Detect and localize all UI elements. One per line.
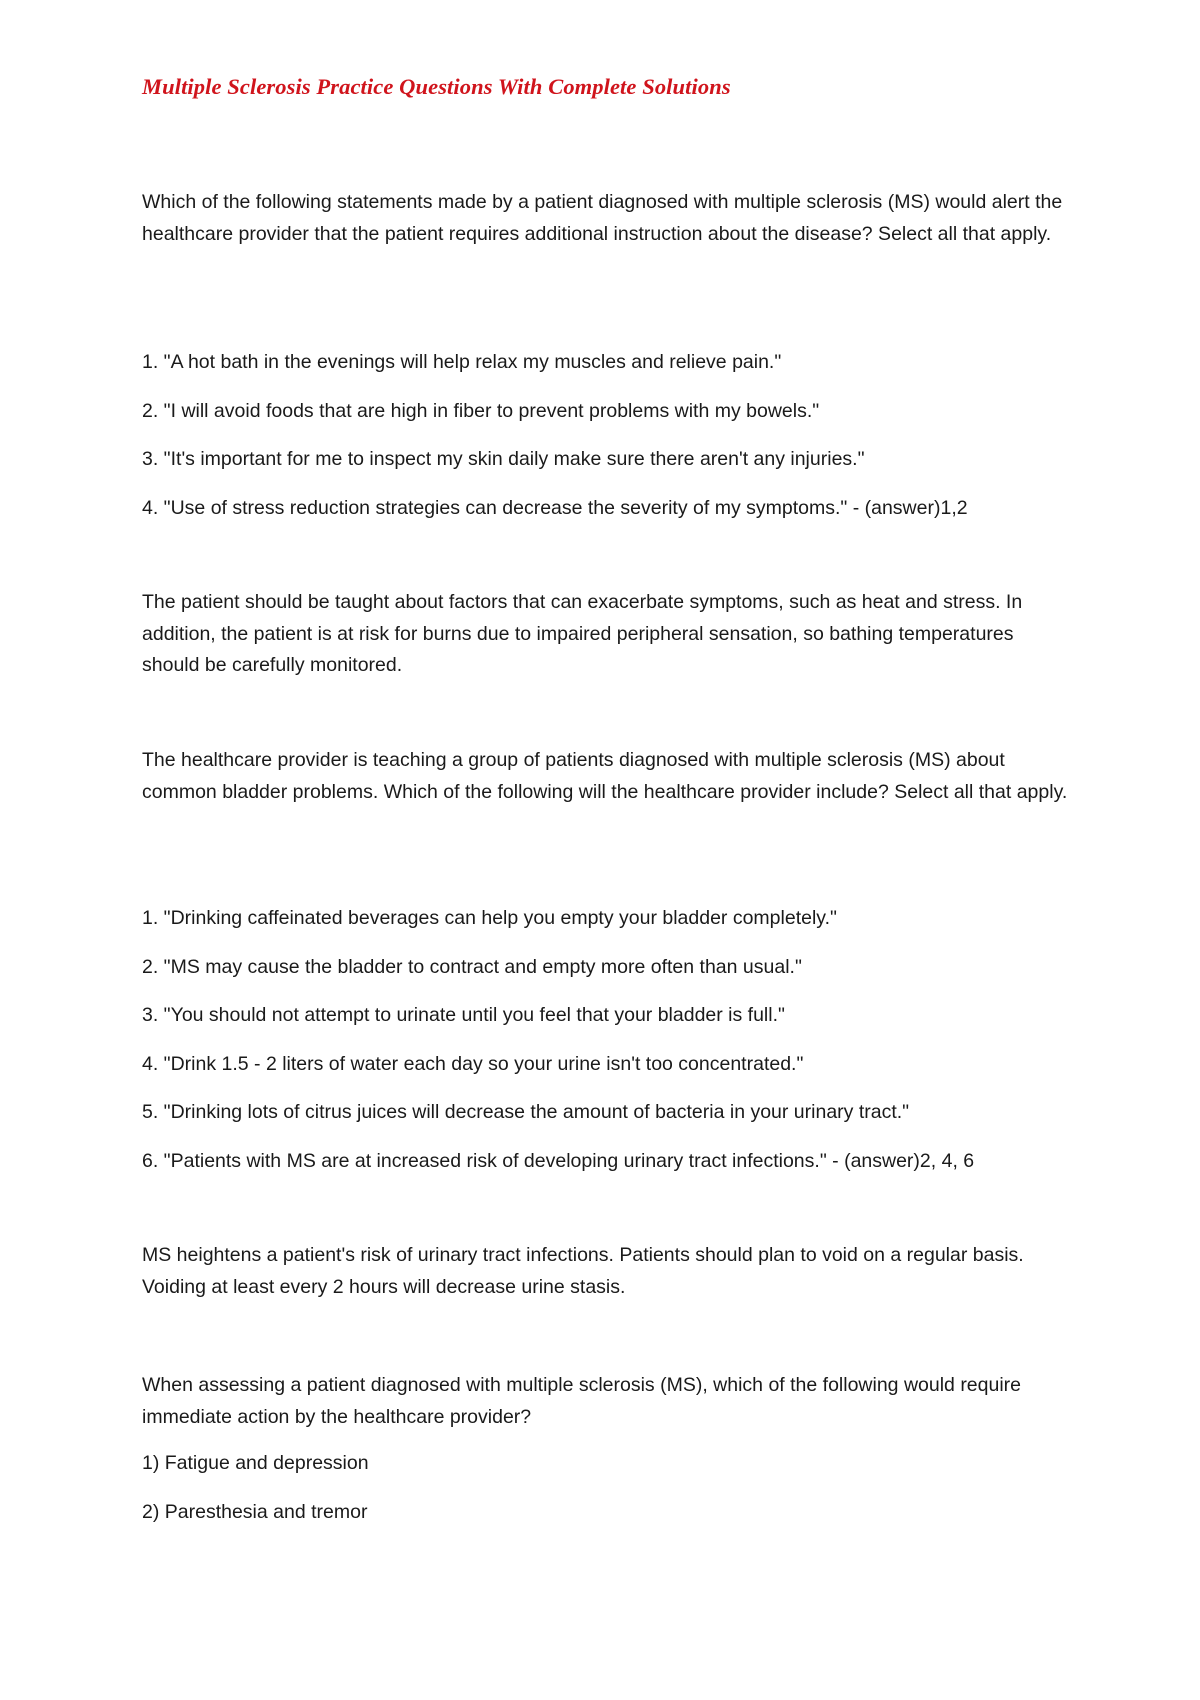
list-item: 3. "You should not attempt to urinate until you feel that your bladder is full." <box>142 1004 785 1026</box>
document-page <box>142 0 1072 1700</box>
list-item: 1. "Drinking caffeinated beverages can help you empty your bladder completely." <box>142 907 837 929</box>
list-item: 4. "Drink 1.5 - 2 liters of water each day so your urine isn't too concentrated." <box>142 1052 804 1075</box>
question-3-options <box>142 1450 369 1547</box>
document-title: Multiple Sclerosis Practice Questions With Complete Solutions <box>142 74 731 99</box>
list-item: 1) Fatigue and depression <box>142 1452 369 1474</box>
question-2-rationale: MS heightens a patient's risk of urinary tract infections. Patients should plan to void on a regular basis. Voiding at least every 2 hours will decrease urine stasis. <box>142 1244 1024 1298</box>
question-2-options <box>142 905 974 1196</box>
list-item: 2) Paresthesia and tremor <box>142 1500 368 1523</box>
question-1-options <box>142 349 968 543</box>
question-2-prompt: The healthcare provider is teaching a group of patients diagnosed with multiple sclerosis (MS) about common bladder problems. Which of the following will the healthcare provider include? Select all that apply. <box>142 749 1068 803</box>
question-3-prompt: When assessing a patient diagnosed with multiple sclerosis (MS), which of the following would require immediate action by the healthcare provider? <box>142 1374 1022 1428</box>
list-item: 2. "I will avoid foods that are high in fiber to prevent problems with my bowels." <box>142 399 820 422</box>
list-item: 6. "Patients with MS are at increased risk of developing urinary tract infections." - (answer)2, 4, 6 <box>142 1149 975 1172</box>
list-item: 2. "MS may cause the bladder to contract and empty more often than usual." <box>142 955 802 978</box>
list-item: 1. "A hot bath in the evenings will help relax my muscles and relieve pain." <box>142 351 782 373</box>
list-item: 3. "It's important for me to inspect my skin daily make sure there aren't any injuries." <box>142 448 865 470</box>
list-item: 5. "Drinking lots of citrus juices will decrease the amount of bacteria in your urinary tract." <box>142 1101 910 1123</box>
question-1-rationale: The patient should be taught about factors that can exacerbate symptoms, such as heat and stress. In addition, the patient is at risk for burns due to impaired peripheral sensation, so bathing temperatures should be carefully monitored. <box>142 591 1023 676</box>
question-1-prompt: Which of the following statements made by a patient diagnosed with multiple sclerosis (MS) would alert the healthcare provider that the patient requires additional instruction about the disease? Select all that apply. <box>142 191 1063 245</box>
list-item: 4. "Use of stress reduction strategies can decrease the severity of my symptoms." - (answer)1,2 <box>142 496 968 519</box>
